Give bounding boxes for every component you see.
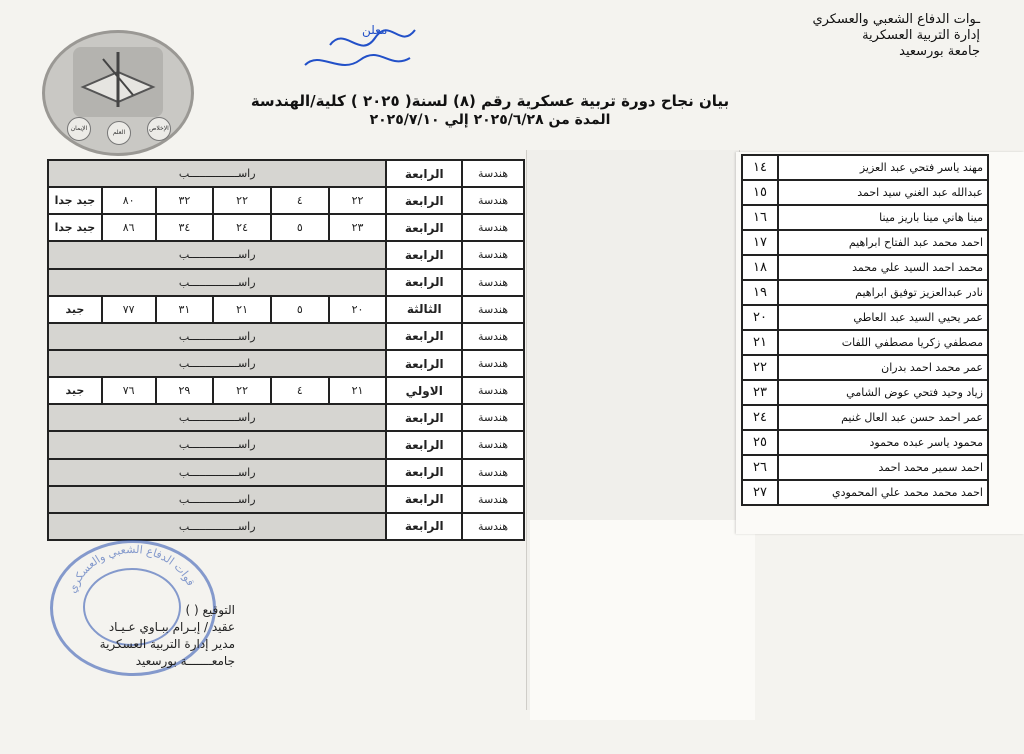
student-number: ١٩	[742, 280, 778, 305]
student-row	[742, 430, 988, 455]
result-score-c: ٢٢	[213, 377, 271, 404]
student-number: ١٧	[742, 230, 778, 255]
result-score-c: ٢٢	[213, 187, 271, 214]
result-dept: هندسة	[462, 160, 524, 187]
result-row	[48, 296, 524, 323]
result-row	[48, 214, 524, 241]
result-score-d: ٢٩	[156, 377, 214, 404]
result-dept: هندسة	[462, 323, 524, 350]
org-header	[720, 12, 980, 60]
result-dept: هندسة	[462, 296, 524, 323]
student-name: مصطفي زكريا مصطفي اللفات	[778, 330, 988, 355]
student-name: عمر احمد حسن عبد العال غنيم	[778, 405, 988, 430]
student-row	[742, 255, 988, 280]
result-year: الرابعة	[386, 431, 462, 458]
signature-note: معلن	[362, 23, 388, 37]
result-score-c: ٢١	[213, 296, 271, 323]
result-score-a: ٢١	[329, 377, 387, 404]
result-year: الرابعة	[386, 160, 462, 187]
student-row	[742, 380, 988, 405]
student-name: محمد احمد السيد علي محمد	[778, 255, 988, 280]
result-row	[48, 486, 524, 513]
svg-text:قوات الدفاع الشعبي والعسكري	[66, 543, 198, 595]
result-dept: هندسة	[462, 214, 524, 241]
result-year: الرابعة	[386, 214, 462, 241]
result-status: راســـــــــــــــب	[48, 459, 386, 486]
student-number: ١٥	[742, 180, 778, 205]
result-score-a: ٢٣	[329, 214, 387, 241]
result-status: راســـــــــــــــب	[48, 269, 386, 296]
student-number: ٢٢	[742, 355, 778, 380]
result-year: الرابعة	[386, 513, 462, 540]
org-line-2: إدارة التربية العسكرية	[862, 28, 980, 43]
student-number: ١٤	[742, 155, 778, 180]
student-row	[742, 205, 988, 230]
student-row	[742, 355, 988, 380]
result-row	[48, 241, 524, 268]
result-status: راســـــــــــــــب	[48, 404, 386, 431]
result-score-c: ٢٤	[213, 214, 271, 241]
result-row	[48, 323, 524, 350]
org-line-3: جامعة بورسعيد	[899, 44, 980, 59]
student-row	[742, 230, 988, 255]
result-year: الرابعة	[386, 241, 462, 268]
result-status: راســـــــــــــــب	[48, 241, 386, 268]
student-name: نادر عبدالعزيز توفيق ابراهيم	[778, 280, 988, 305]
document-title	[220, 92, 760, 128]
student-row	[742, 480, 988, 505]
result-year: الرابعة	[386, 350, 462, 377]
university-logo	[42, 30, 194, 156]
result-status: راســـــــــــــــب	[48, 323, 386, 350]
stamp-text: قوات الدفاع الشعبي والعسكري	[65, 543, 198, 595]
result-score-b: ٥	[271, 296, 329, 323]
student-number: ٢٧	[742, 480, 778, 505]
result-row	[48, 350, 524, 377]
result-status: راســـــــــــــــب	[48, 431, 386, 458]
result-dept: هندسة	[462, 513, 524, 540]
title-line-2: المدة من ٢٠٢٥/٦/٢٨ إلي ٢٠٢٥/٧/١٠	[369, 112, 611, 128]
result-total: ٨٠	[102, 187, 156, 214]
result-score-b: ٥	[271, 214, 329, 241]
result-total: ٨٦	[102, 214, 156, 241]
result-year: الرابعة	[386, 459, 462, 486]
student-row	[742, 405, 988, 430]
result-row	[48, 269, 524, 296]
logo-badge-left: الإيمان	[67, 117, 91, 141]
result-dept: هندسة	[462, 459, 524, 486]
result-dept: هندسة	[462, 269, 524, 296]
result-row	[48, 187, 524, 214]
student-number: ٢١	[742, 330, 778, 355]
student-name: محمود ياسر عبده محمود	[778, 430, 988, 455]
logo-badge-right: الإخلاص	[147, 117, 171, 141]
student-number: ١٨	[742, 255, 778, 280]
logo-badge-center: العلم	[107, 121, 131, 145]
result-year: الرابعة	[386, 323, 462, 350]
result-total: ٧٧	[102, 296, 156, 323]
student-row	[742, 280, 988, 305]
student-name: مهند ياسر فتحي عبد العزيز	[778, 155, 988, 180]
student-name: زياد وحيد فتحي عوض الشامي	[778, 380, 988, 405]
result-dept: هندسة	[462, 404, 524, 431]
result-score-b: ٤	[271, 377, 329, 404]
result-row	[48, 160, 524, 187]
result-status: راســـــــــــــــب	[48, 486, 386, 513]
result-grade: جيد	[48, 377, 102, 404]
result-dept: هندسة	[462, 350, 524, 377]
logo-emblem	[73, 47, 163, 117]
signatory-name: عقيد / إبـرام ببـاوي عـيـاد	[108, 620, 235, 634]
student-name: مينا هاني مينا باريز مينا	[778, 205, 988, 230]
result-dept: هندسة	[462, 241, 524, 268]
signature-line: التوقيع ( )	[185, 603, 235, 617]
signatory-block	[15, 602, 235, 670]
org-line-1: ـوات الدفاع الشعبي والعسكري	[812, 12, 980, 27]
result-score-b: ٤	[271, 187, 329, 214]
result-score-a: ٢٠	[329, 296, 387, 323]
student-name: احمد محمد عبد الفتاح ابراهيم	[778, 230, 988, 255]
result-score-d: ٣١	[156, 296, 214, 323]
student-name: احمد محمد محمد علي المحمودي	[778, 480, 988, 505]
student-row	[742, 455, 988, 480]
student-row	[742, 305, 988, 330]
result-dept: هندسة	[462, 377, 524, 404]
student-number: ٢٥	[742, 430, 778, 455]
result-total: ٧٦	[102, 377, 156, 404]
signatory-university: جامعـــــــة بورسعيد	[135, 654, 235, 668]
paper-fold	[530, 520, 755, 720]
result-dept: هندسة	[462, 187, 524, 214]
student-name: عمر يحيي السيد عبد العاطي	[778, 305, 988, 330]
handwritten-signature	[300, 20, 430, 80]
result-grade: جيد	[48, 296, 102, 323]
result-score-d: ٣٤	[156, 214, 214, 241]
title-line-1: بيان نجاح دورة تربية عسكرية رقم (٨) لسنة( ٢٠٢٥ ) كلية/الهندسة	[250, 92, 730, 110]
student-row	[742, 330, 988, 355]
result-dept: هندسة	[462, 431, 524, 458]
result-score-d: ٣٢	[156, 187, 214, 214]
result-year: الرابعة	[386, 187, 462, 214]
result-year: الرابعة	[386, 486, 462, 513]
student-name: عبدالله عبد الغني سيد احمد	[778, 180, 988, 205]
result-status: راســـــــــــــــب	[48, 160, 386, 187]
result-row	[48, 404, 524, 431]
signatory-position: مدير إدارة التربية العسكرية	[99, 637, 235, 651]
student-number: ١٦	[742, 205, 778, 230]
result-dept: هندسة	[462, 486, 524, 513]
student-number: ٢٤	[742, 405, 778, 430]
student-number: ٢٣	[742, 380, 778, 405]
result-grade: جيد جدا	[48, 187, 102, 214]
result-year: الرابعة	[386, 404, 462, 431]
student-number: ٢٦	[742, 455, 778, 480]
result-status: راســـــــــــــــب	[48, 350, 386, 377]
result-score-a: ٢٢	[329, 187, 387, 214]
result-year: الاولي	[386, 377, 462, 404]
result-grade: جيد جدا	[48, 214, 102, 241]
result-year: الثالثة	[386, 296, 462, 323]
result-row	[48, 431, 524, 458]
student-name: عمر محمد احمد بدران	[778, 355, 988, 380]
student-number: ٢٠	[742, 305, 778, 330]
student-row	[742, 155, 988, 180]
result-status: راســـــــــــــــب	[48, 513, 386, 540]
students-table	[741, 154, 989, 506]
result-row	[48, 459, 524, 486]
result-row	[48, 513, 524, 540]
student-row	[742, 180, 988, 205]
result-year: الرابعة	[386, 269, 462, 296]
results-table	[47, 159, 525, 541]
result-row	[48, 377, 524, 404]
student-name: احمد سمير محمد احمد	[778, 455, 988, 480]
